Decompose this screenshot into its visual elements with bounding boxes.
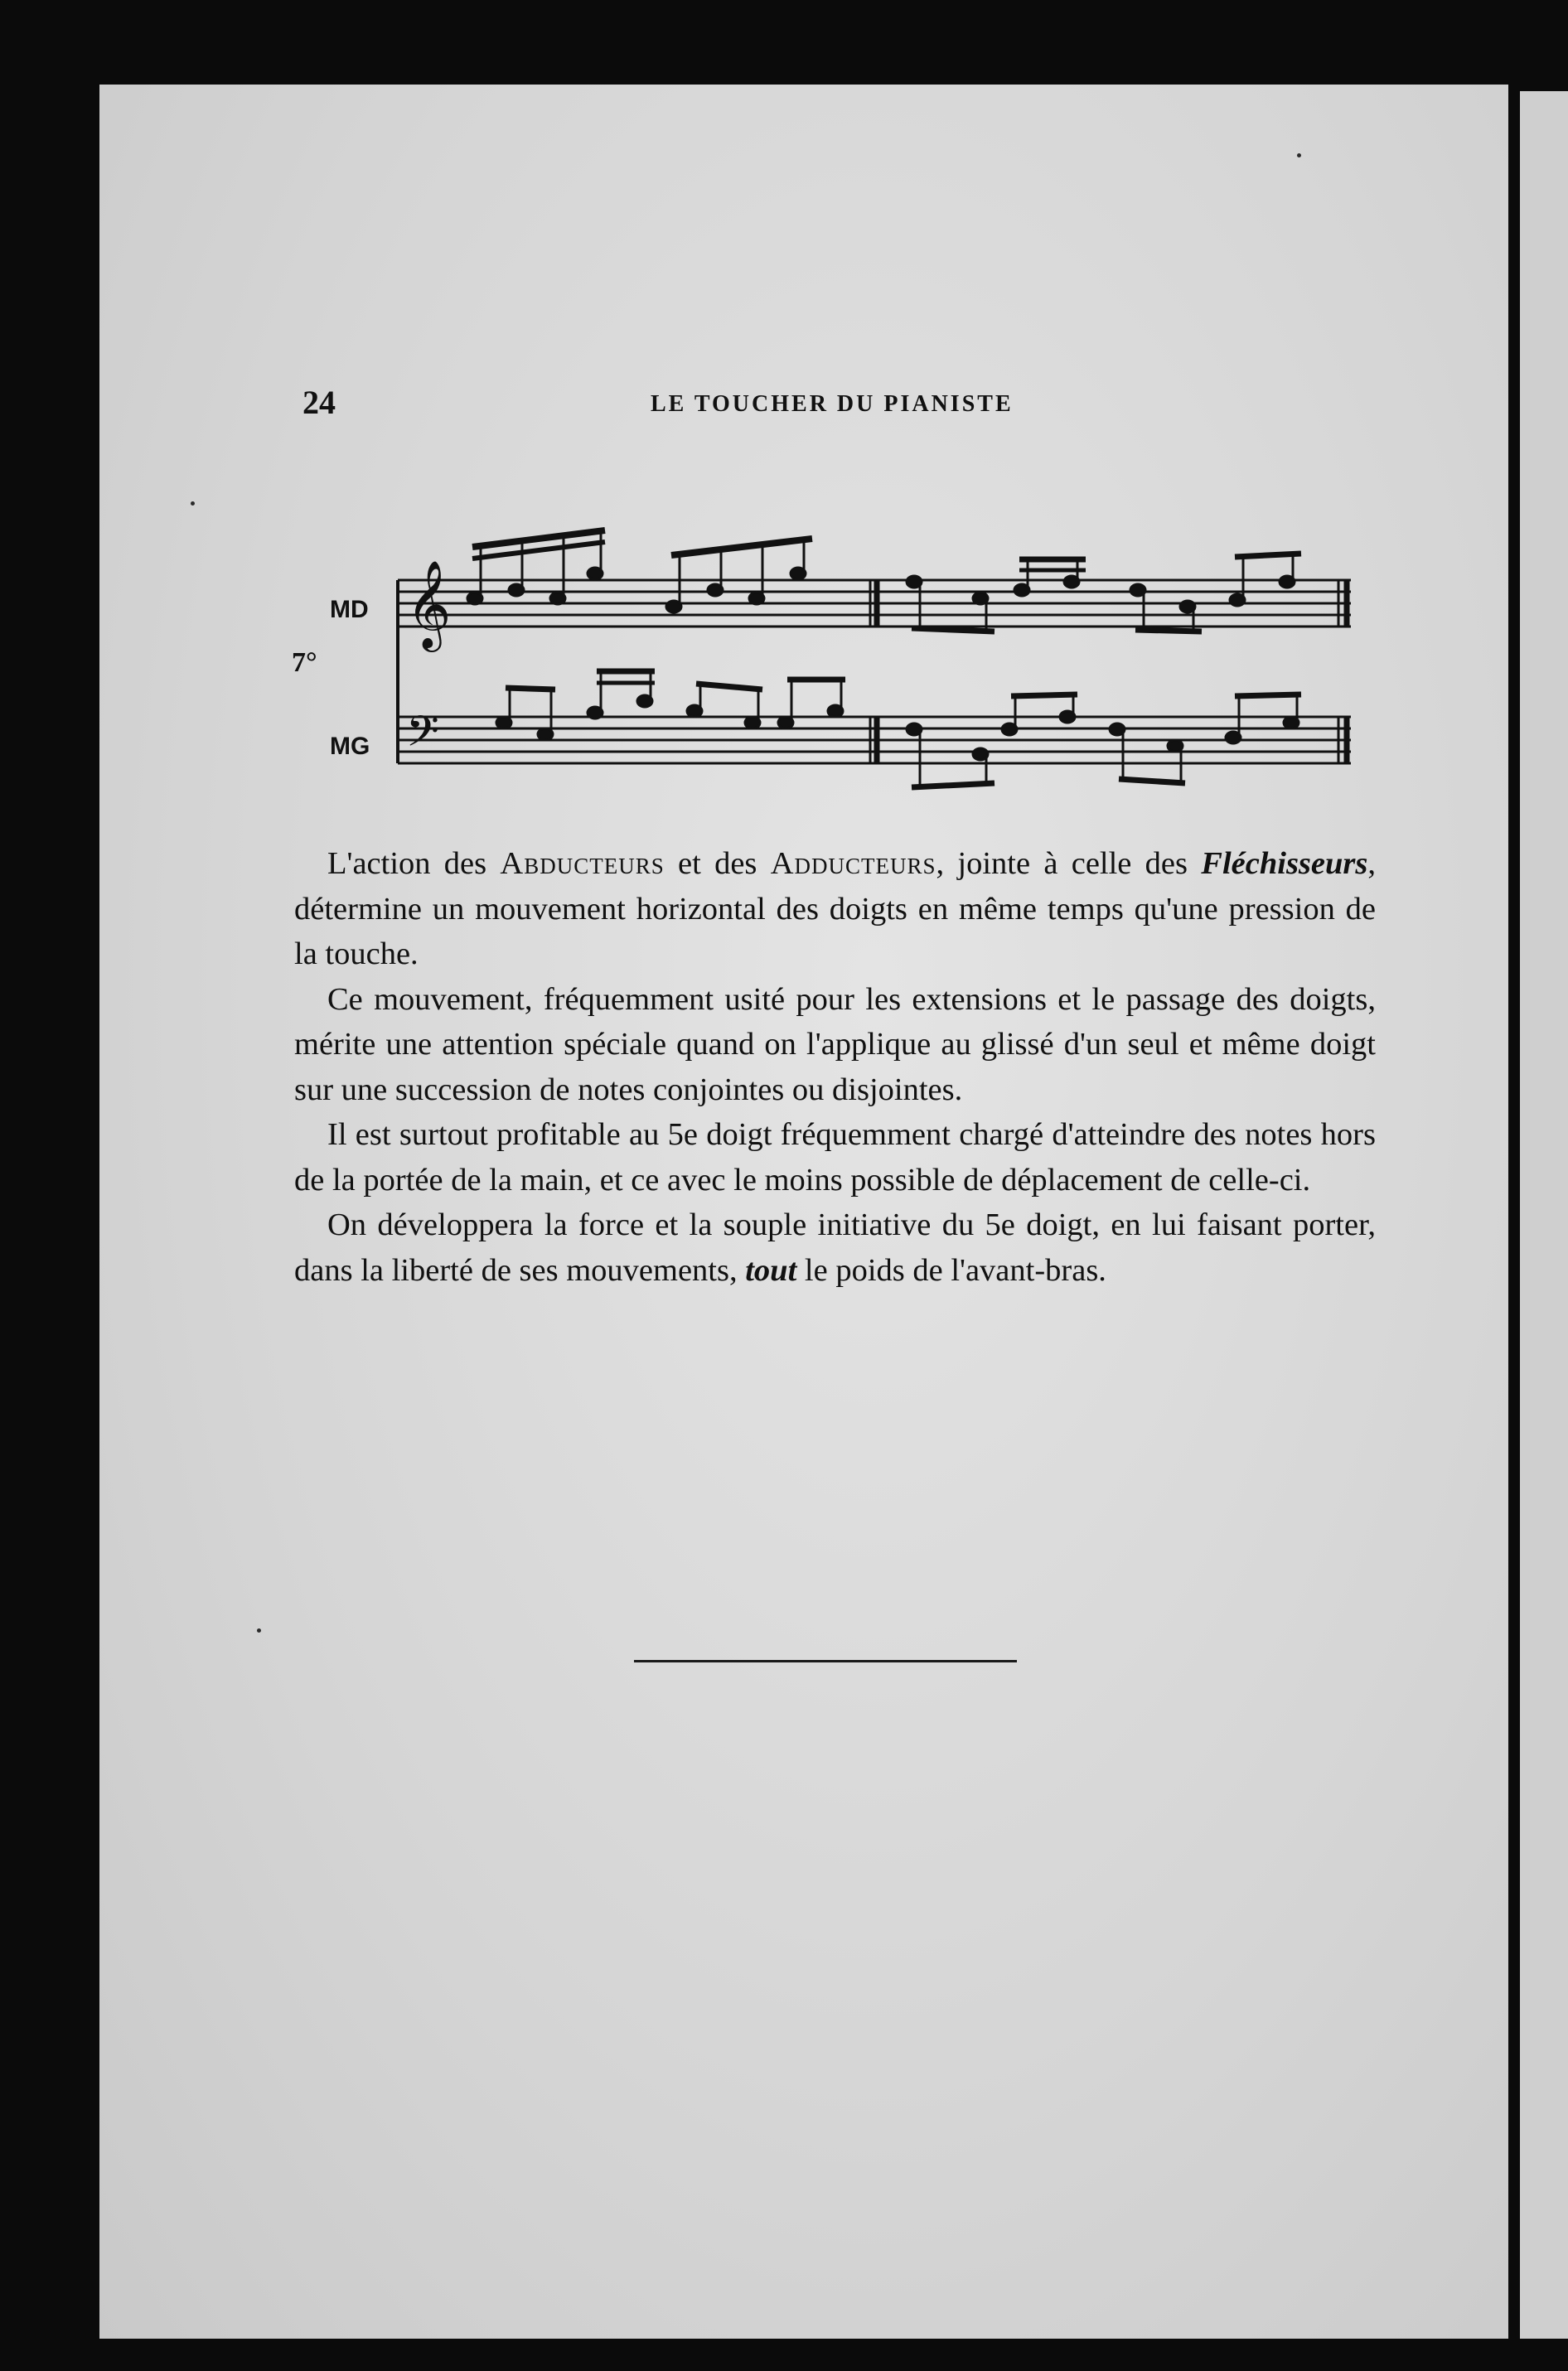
right-hand-label: MD <box>330 596 369 623</box>
page-gutter <box>1508 85 1520 2339</box>
treble-clef-icon: 𝄞 <box>406 559 452 648</box>
end-rule <box>634 1660 1017 1662</box>
bass-clef-icon: 𝄢 <box>406 706 439 767</box>
paper-speck <box>191 501 195 506</box>
running-title: LE TOUCHER DU PIANISTE <box>651 391 1014 417</box>
body-text <box>294 841 1376 1293</box>
paragraph: On développera la force et la souple initiative du 5e doigt, en lui faisant porter, dans la liberté de ses mouvements, tout le poids de l'avant-bras. <box>294 1207 1376 1288</box>
term-flechisseurs: Fléchisseurs <box>1201 846 1368 881</box>
left-hand-label: MG <box>330 733 370 760</box>
term-adducteurs: Adducteurs <box>770 846 936 881</box>
page-number: 24 <box>302 384 336 421</box>
paragraph: Ce mouvement, fréquemment usité pour les extensions et le passage des doigts, mérite une attention spéciale quand on l'applique au glissé d'un seul et même doigt sur une succession de notes conjointes ou disjointes. <box>294 981 1376 1107</box>
term-abducteurs: Abducteurs <box>500 846 665 881</box>
music-notation <box>282 506 1376 796</box>
paper-speck <box>1297 153 1301 157</box>
facing-page-edge <box>1520 91 1568 2339</box>
emphasis-tout: tout <box>745 1252 797 1288</box>
music-example <box>282 506 1376 796</box>
page-header <box>302 383 1380 424</box>
paper-speck <box>257 1628 261 1633</box>
paragraph: Il est surtout profitable au 5e doigt fréquemment chargé d'atteindre des notes hors de la portée de la main, et ce avec le moins possible de déplacement de celle-ci. <box>294 1117 1376 1198</box>
paragraph: L'action des Abducteurs et des Adducteurs, jointe à celle des Fléchisseurs, détermine un mouvement horizontal des doigts en même temps qu'une pression de la touche. <box>294 846 1376 971</box>
example-number: 7° <box>292 647 317 678</box>
